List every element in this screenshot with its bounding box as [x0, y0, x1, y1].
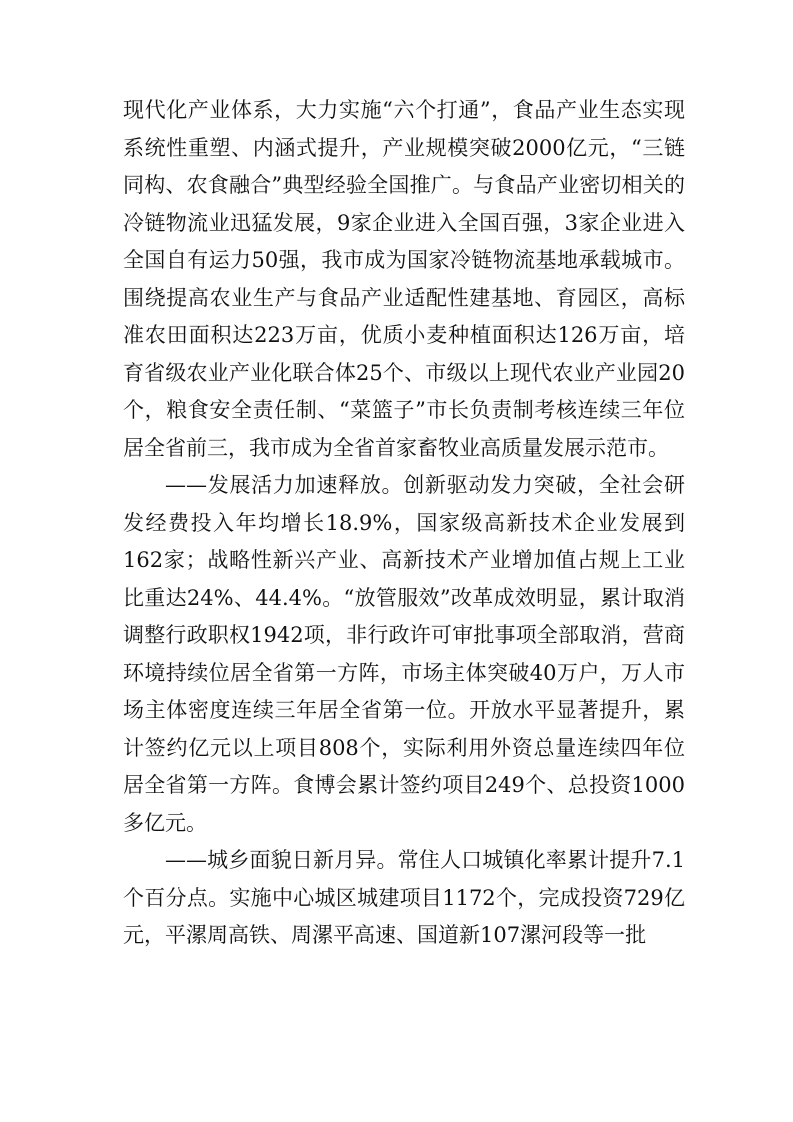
paragraph-food-industry: 现代化产业体系，大力实施“六个打通”，食品产业生态实现系统性重塑、内涵式提升，产业规模突破2000亿元，“三链同构、农食融合”典型经验全国推广。与食品产业密切相关的冷链物流业迅猛发展，9家企业进入全国百强，3家企业进入全国自有运力50强，我市成为国家冷链物流基地承载城市。围绕提高农业生产与食品产业适配性建基地、育园区，高标准农田面积达223万亩，优质小麦种植面积达126万亩，培育省级农业产业化联合体25个、市级以上现代农业产业园20个，粮食安全责任制、“菜篮子”市长负责制考核连续三年位居全省前三，我市成为全省首家畜牧业高质量发展示范市。 [123, 98, 685, 460]
paragraph-development-vitality: ——发展活力加速释放。创新驱动发力突破，全社会研发经费投入年均增长18.9%，国家级高新技术企业发展到162家；战略性新兴产业、高新技术产业增加值占规上工业比重达24%、44.4%。“放管服效”改革成效明显，累计取消调整行政职权1942项，非行政许可审批事项全部取消，营商环境持续位居全省第一方阵，市场主体突破40万户，万人市场主体密度连续三年居全省第一位。开放水平显著提升，累计签约亿元以上项目808个，实际利用外资总量连续四年位居全省第一方阵。食博会累计签约项目249个、总投资1000多亿元。 [123, 473, 685, 835]
paragraph-urban-rural: ——城乡面貌日新月异。常住人口城镇化率累计提升7.1个百分点。实施中心城区城建项目1172个，完成投资729亿元，平漯周高铁、周漯平高速、国道新107漯河段等一批 [123, 848, 685, 947]
document-page [123, 92, 685, 955]
